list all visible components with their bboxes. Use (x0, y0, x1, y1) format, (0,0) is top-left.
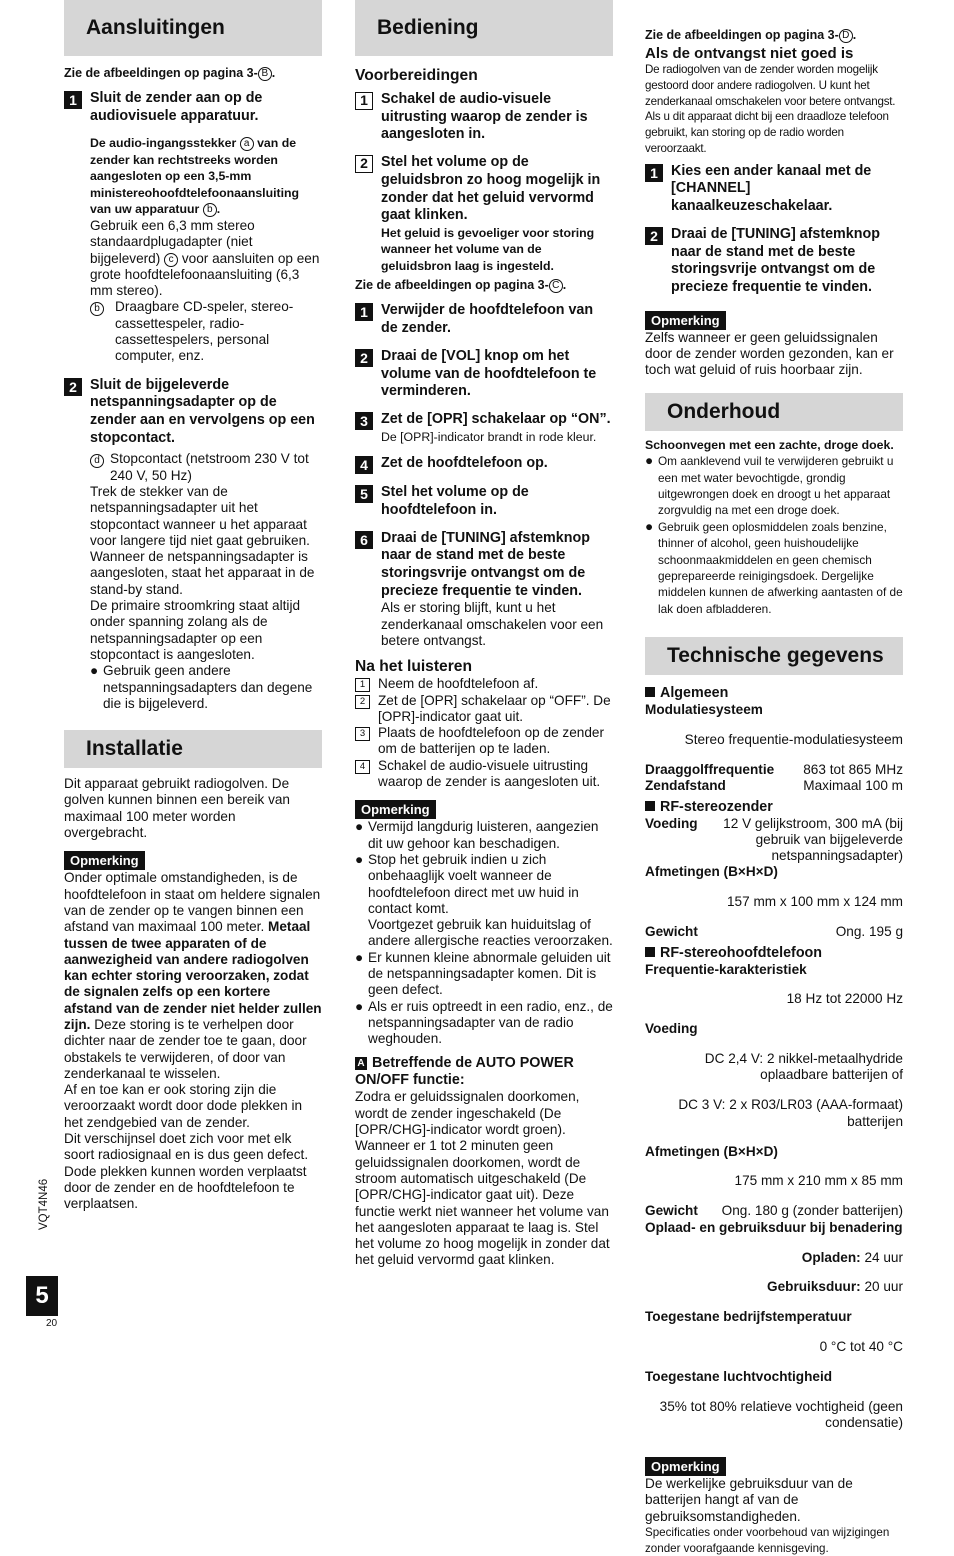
prep-step-1: 1 Schakel de audio-visuele uitrusting waarop de zender is aangesloten in. (355, 91, 613, 144)
prep-step-2: 2 Stel het volume op de geluidsbron zo hoog mogelijk in zonder dat het geluid vervormd gaat klinken. Het geluid is gevoeliger voor storing wanneer het volume van de geluidsbron laag is ingesteld. (355, 154, 613, 274)
step-2: 2 Draai de [TUNING] afstemknop naar de stand met de beste storingsvrije ontvangst om de precieze frequentie te vinden. (645, 226, 903, 297)
bullet-mark: ● (355, 998, 364, 1014)
list-item: ● Stop het gebruik indien u zich onbehaaglijk voelt wanneer de hoofdtelefoon direct met uw huid in contact komt. (355, 851, 579, 916)
list-item: 4 Schakel de audio-visuele uitrusting waarop de zender is aangesloten uit. (355, 758, 613, 791)
step-2: 2 Draai de [VOL] knop om het volume van de hoofdtelefoon te verminderen. (355, 348, 613, 401)
note-badge: Opmerking (645, 311, 726, 330)
spec-group-heading: RF-stereozender (645, 799, 903, 816)
column-middle: Bediening Voorbereidingen 1 Schakel de audio-visuele uitrusting waarop de zender is aangesloten in. 2 Stel het volume op de geluidsbron zo hoog mogelijk in zonder dat het geluid vervormd gaat klinken. Het geluid is gevoeliger voor storing wanneer het volume van de geluidsbron laag is ingesteld. Zie de afbeeldingen op pagina 3- C . 1 Verwijder de hoofdtelefoon van de zender. 2 Draai de [VOL] knop om het volume van de hoofdtelefoon te verminderen. 3 Zet de [OPR] schakelaar op “ON”. De [OPR]-indicator brandt in rode kleur. 4 Zet de hoofdtelefoon op. 5 Stel het volume op de hoofdtelefoon in. 6 Draai de [TUNING] afstemknop naar de stand met de beste storingsvrije ontvangst om de precieze frequentie te vinden. Als er storing blijft, kunt u het zenderkanaal omschakelen voor een betere ontvangst. Na het luisteren 1 Neem de hoofdtelefoon af. 2 Zet de [OPR] schakelaar op “OFF”. De [OPR]-indicator gaat uit. 3 Plaats de hoofdtelefoon op de zender om de batterijen op te laden. 4 Schakel de audio-visuele uitrusting waarop de zender is aangesloten uit. Opmerking ● Vermijd langdurig luisteren, aangezien dit uw gehoor kan beschadigen. ● Stop het gebruik indien u zich onbehaaglijk voelt wanneer de hoofdtelefoon direct met uw huid in contact komt. Voortgezet gebruik kan huiduitslag of andere allergische reacties veroorzaken. ● Er kunnen kleine abnormale geluiden uit de netspanningsadapter komen. Dit is geen defect. ● Als er ruis optreedt in een radio, enz., de netspanningsadapter van de radio weghouden. A Betreffende de AUTO POWER ON/OFF functie: Zodra er geluidssignalen doorkomen, wordt de zender ingeschakeld (De [OPR/CHG]-indicator wordt groen). Wanneer er 1 tot 2 minuten geen geluidssignalen doorkomen, wordt de stroom automatisch uitgeschakeld (De [OPR/CHG]-indicator gaat uit). Deze functie werkt niet wanneer het volume van het aangesloten apparaat te laag is. Stel het volume zo hoog mogelijk in zonder dat het geluid vervormd gaat klinken. (355, 0, 613, 1269)
list-item: 1 Neem de hoofdtelefoon af. (355, 676, 613, 692)
step-number: 1 (64, 91, 82, 109)
step-number: 2 (64, 378, 82, 396)
step-6: 6 Draai de [TUNING] afstemknop naar de stand met de beste storingsvrije ontvangst om de precieze frequentie te vinden. Als er storing blijft, kunt u het zenderkanaal omschakelen voor een betere ontvangst. (355, 530, 613, 650)
maintenance-bullets (645, 453, 903, 617)
page-number: 5 (26, 1276, 58, 1316)
spec-row: Gewicht Ong. 180 g (zonder batterijen) (645, 1203, 903, 1219)
list-item: 3 Plaats de hoofdtelefoon op de zender om de batterijen op te laden. (355, 725, 613, 758)
document-code: VQT4N46 (38, 1178, 50, 1230)
column-left: Aansluitingen Zie de afbeeldingen op pagina 3- B . 1 Sluit de zender aan op de audiovisuele apparatuur. De audio-ingangsstekker a van de zender kan rechtstreeks worden aangesloten op een 3,5-mm ministereohoofdtelefoonaansluiting van uw apparatuur b . Gebruik een 6,3 mm stereo standaardplugadapter (niet bijgeleverd) c voor aansluiten op een grote hoofdtelefoonaansluiting (6,3 mm stereo). b Draagbare CD-speler, stereo-cassettespeler, radio-cassettespelers, personal computer, enz. 2 Sluit de bijgeleverde netspanningsadapter op de zender aan en vervolgens op een stopcontact. d Stopcontact (netstroom 230 V tot 240 V, 50 Hz) Trek de stekker van de netspanningsadapter uit het stopcontact wanneer u het apparaat voor langere tijd niet gaat gebruiken. Wanneer de netspanningsadapter is aangesloten, staat het apparaat in de stand-by stand. De primaire stroomkring staat altijd onder spanning zolang als de netspanningsadapter op een stopcontact is aangesloten. ● Gebruik geen andere netspanningsadapters dan degene die is bijgeleverd. Installatie Dit apparaat gebruikt radiogolven. De golven kunnen binnen een bereik van maximaal 100 meter worden overgebracht. Opmerking Onder optimale omstandigheden, is de hoofdtelefoon in staat om heldere signalen van de zender op te vangen binnen een afstand van maximaal 100 meter. Metaal tussen de twee apparaten of de aanwezigheid van andere radiogolven kan echter storing veroorzaken, zodat de signalen zelfs op een kortere afstand van de zender niet helder zullen zijn. Deze storing is te verhelpen door dichter naar de zender toe te gaan, door obstakels te verwijderen, of door van zenderkanaal te wisselen. Af en toe kan er ook storing zijn die veroorzaakt wordt door dode plekken in het zendgebied van de zender. Dit verschijnsel doet zich voor met elk soort radiosignaal en is dus geen defect. Dode plekken kunnen worden verplaatst door de zender en de hoofdtelefoon te verplaatsen. (64, 0, 322, 1213)
spec-group-heading: RF-stereohoofdtelefoon (645, 945, 903, 962)
section-title-bediening: Bediening (355, 0, 613, 56)
note-text: Onder optimale omstandigheden, is de hoofdtelefoon in staat om heldere signalen van de zender op te vangen binnen een afstand van maximaal 100 meter. Metaal tussen de twee apparaten of de aanwezigheid van andere radiogolven kan echter storing veroorzaken, zodat de signalen zelfs op een kortere afstand van de zender niet helder zullen zijn. Deze storing is te verhelpen door dichter naar de zender toe te gaan, door obstakels te verwijderen, of door van zenderkanaal te wisselen. (64, 870, 322, 1081)
bullet-mark: ● (355, 949, 364, 965)
circle-letter: D (839, 29, 853, 43)
note-bullets (355, 819, 613, 1047)
step-number: 1 (355, 92, 373, 110)
step-2-body: d Stopcontact (netstroom 230 V tot 240 V, 50 Hz) Trek de stekker van de netspanningsadapter uit het stopcontact wanneer u het apparaat voor langere tijd niet gaat gebruiken. Wanneer de netspanningsadapter is aangesloten, staat het apparaat in de stand-by stand. De primaire stroomkring staat altijd onder spanning zolang als de netspanningsadapter op een stopcontact is aangesloten. ● Gebruik geen andere netspanningsadapters dan degene die is bijgeleverd. (90, 451, 322, 712)
circle-c-icon: c (164, 253, 178, 267)
subheading: Als de ontvangst niet goed is (645, 45, 854, 62)
list-item-d: d Stopcontact (netstroom 230 V tot 240 V, 50 Hz) (90, 451, 322, 484)
subheading: Na het luisteren (355, 658, 472, 676)
step-3: 3 Zet de [OPR] schakelaar op “ON”. De [OPR]-indicator brandt in rode kleur. (355, 411, 613, 445)
section-title-installatie: Installatie (64, 730, 322, 768)
bullet-mark: ● (645, 518, 654, 534)
spec-group-heading: Algemeen (645, 685, 903, 702)
list-item: Voortgezet gebruik kan huiduitslag of andere allergische reacties veroorzaken. (355, 917, 613, 950)
step-title: Sluit de zender aan op de audiovisuele apparatuur. (90, 90, 263, 124)
item-number: 1 (355, 678, 370, 692)
spec-row: Zendafstand Maximaal 100 m (645, 778, 903, 794)
spec-row: Gewicht Ong. 195 g (645, 924, 903, 940)
section-title-aansluitingen: Aansluitingen (64, 0, 322, 56)
circle-letter: C (549, 279, 563, 293)
figure-reference: Zie de afbeeldingen op pagina 3- D . (645, 28, 857, 42)
list-item-b: b Draagbare CD-speler, stereo-cassettespeler, radio-cassettespelers, personal computer, enz. (90, 299, 322, 364)
list-item: ● Gebruik geen andere netspanningsadapters dan degene die is bijgeleverd. (90, 663, 313, 711)
step-1 (64, 90, 322, 125)
item-number: 3 (355, 727, 370, 741)
circle-b-icon: b (90, 302, 104, 316)
circle-letter: B (258, 67, 272, 81)
circle-b-icon: b (203, 203, 217, 217)
figure-reference: Zie de afbeeldingen op pagina 3- B . (64, 66, 276, 80)
figure-reference: Zie de afbeeldingen op pagina 3- C . (355, 278, 567, 293)
item-number: 2 (355, 695, 370, 709)
bullet-mark (355, 917, 368, 950)
circle-d-icon: d (90, 454, 104, 468)
step-1-text: Gebruik een 6,3 mm stereo standaardplugadapter (niet bijgeleverd) c voor aansluiten op een grote hoofdtelefoonaansluiting (6,3 mm stereo). (90, 217, 320, 299)
list-item: ● Om aanklevend vuil te verwijderen gebruikt u een met water bevochtigde, grondig uitgewrongen doek en droogt u het apparaat zorgvuldig na met een droge doek. (645, 453, 894, 518)
bullet-mark: ● (645, 453, 654, 469)
spec-row: Draaggolffrequentie 863 tot 865 MHz (645, 761, 903, 777)
note-badge: Opmerking (64, 851, 145, 870)
step-2 (64, 377, 322, 448)
column-right: Zie de afbeeldingen op pagina 3- D . Als de ontvangst niet goed is De radiogolven van de zender worden mogelijk gestoord door andere radiogolven. U kunt het zenderkanaal omschakelen voor betere ontvangst. Als u dit apparaat dicht bij een draadloze telefoon gebruikt, kan storing op de radio worden veroorzaakt. 1 Kies een ander kanaal met de [CHANNEL] kanaalkeuzeschakelaar. 2 Draai de [TUNING] afstemknop naar de stand met de beste storingsvrije ontvangst om de precieze frequentie te vinden. Opmerking Zelfs wanneer er geen geluidssignalen door de zender worden gezonden, kan er toch wat geluid of ruis hoorbaar zijn. Onderhoud Schoonvegen met een zachte, droge doek. ● Om aanklevend vuil te verwijderen gebruikt u een met water bevochtigde, grondig uitgewrongen doek en droogt u het apparaat zorgvuldig na met een droge doek. ● Gebruik geen oplosmiddelen zoals benzine, thinner of alcohol, geen huishoudelijke schoonmaakmiddelen en geen chemisch geprepareerde reinigingsdoek. Dergelijke middelen kunnen de afwerking aantasten of de lak doen afbladderen. Technische gegevens Algemeen Modulatiesysteem Stereo frequentie-modulatiesysteem Draaggolffrequentie 863 tot 865 MHz Zendafstand Maximaal 100 m RF-stereozender Voeding 12 V gelijkstroom, 300 mA (bij gebruik van bijgeleverde netspanningsadapter) Afmetingen (B×H×D) 157 mm x 100 mm x 124 mm Gewicht Ong. 195 g RF-stereohoofdtelefoon Frequentie-karakteristiek 18 Hz tot 22000 Hz Voeding DC 2,4 V: 2 nikkel-metaalhydride oplaadbare batterijen of DC 3 V: 2 x R03/LR03 (AAA-formaat) batterijen Afmetingen (B×H×D) 175 mm x 210 mm x 85 mm Gewicht Ong. 180 g (zonder batterijen) Oplaad- en gebruiksduur bij benadering Opladen: 24 uur Gebruiksduur: 20 uur Toegestane bedrijfstemperatuur 0 °C tot 40 °C Toegestane luchtvochtigheid 35% tot 80% relatieve vochtigheid (geen condensatie) Opmerking De werkelijke gebruiksduur van de batterijen hangt af van de gebruiksomstandigheden. Specificaties onder voorbehoud van wijzigingen zonder voorafgaande kennisgeving. (645, 28, 903, 1555)
item-number: 4 (355, 760, 370, 774)
step-4: 4 Zet de hoofdtelefoon op. (355, 455, 613, 474)
step-title: Sluit de bijgeleverde netspanningsadapter op de zender aan en vervolgens op een stopcontact. (90, 376, 315, 446)
step-1: 1 Kies een ander kanaal met de [CHANNEL] kanaalkeuzeschakelaar. (645, 163, 903, 216)
step-1: 1 Verwijder de hoofdtelefoon van de zender. (355, 302, 613, 337)
page-sub-number: 20 (46, 1318, 58, 1329)
subheading: Voorbereidingen (355, 67, 478, 84)
bullet-mark: ● (355, 819, 364, 835)
section-title-technische-gegevens: Technische gegevens (645, 637, 903, 675)
auto-power-heading: A Betreffende de AUTO POWER ON/OFF functie: (355, 1055, 574, 1089)
note-badge: Opmerking (645, 1457, 726, 1476)
step-1-bold: De audio-ingangsstekker a van de zender kan rechtstreeks worden aangesloten op een 3,5-mm ministereohoofdtelefoonaansluiting van uw apparatuur b . (90, 136, 300, 217)
circle-a-icon: a (240, 137, 254, 151)
step-number: 2 (355, 155, 373, 173)
list-item: ● Gebruik geen oplosmiddelen zoals benzine, thinner of alcohol, geen huishoudelijke schoonmaakmiddelen en geen chemisch geprepareerde reinigingsdoek. Dergelijke middelen kunnen de afwerking aantasten of de lak doen afbladderen. (645, 518, 903, 616)
step-1-body (90, 135, 322, 364)
note-badge: Opmerking (355, 800, 436, 819)
after-listening-list (355, 676, 613, 790)
step-5: 5 Stel het volume op de hoofdtelefoon in. (355, 484, 613, 519)
letter-a-icon: A (355, 1057, 367, 1070)
list-item: ● Vermijd langdurig luisteren, aangezien dit uw gehoor kan beschadigen. (355, 819, 599, 851)
spec-row: Voeding 12 V gelijkstroom, 300 mA (bij gebruik van bijgeleverde netspanningsadapter) (645, 815, 903, 864)
list-item: ● Er kunnen kleine abnormale geluiden uit de netspanningsadapter komen. Dit is geen defect. (355, 949, 611, 998)
list-item: 2 Zet de [OPR] schakelaar op “OFF”. De [OPR]-indicator gaat uit. (355, 693, 613, 726)
bullet-mark: ● (355, 851, 364, 867)
section-title-onderhoud: Onderhoud (645, 393, 903, 431)
list-item: ● Als er ruis optreedt in een radio, enz., de netspanningsadapter van de radio weghouden. (355, 998, 613, 1047)
